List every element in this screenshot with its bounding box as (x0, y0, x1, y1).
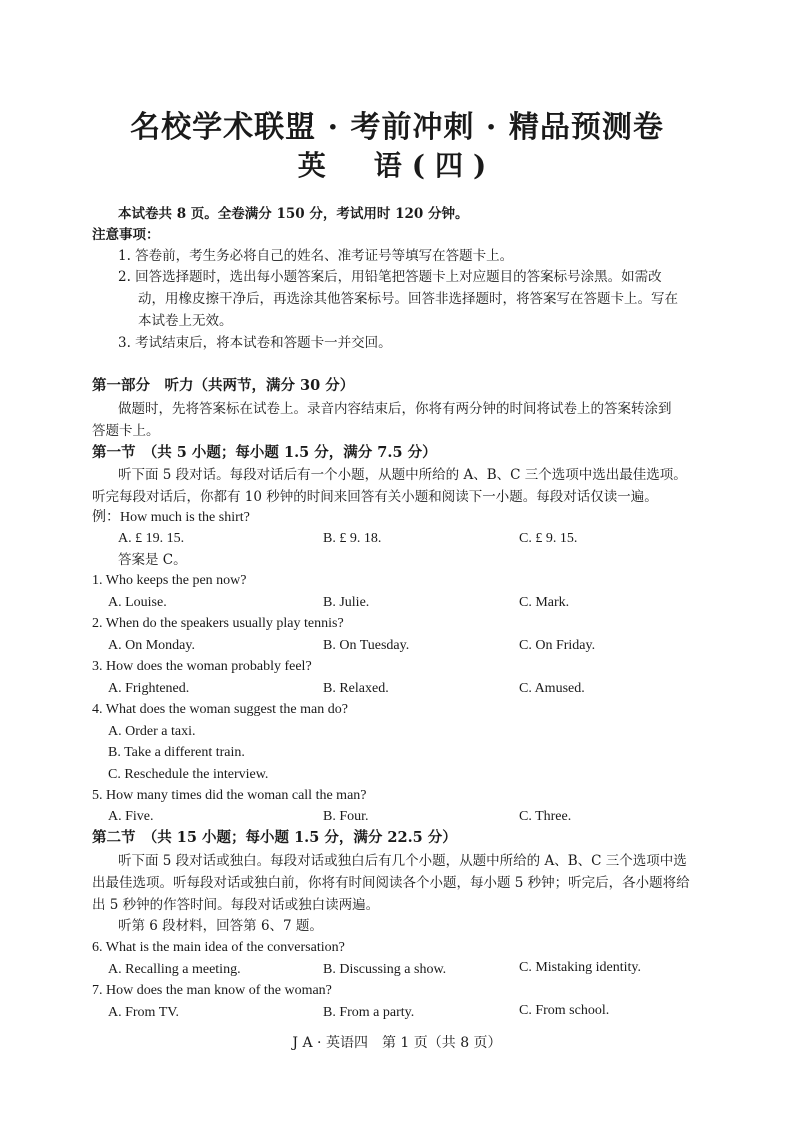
section1-heading: 第一节 （共 5 小题；每小题 1.5 分，满分 7.5 分） (92, 444, 437, 461)
example-option-a: A. £ 19. 15. (118, 531, 185, 546)
note-2-cont: 动，用橡皮擦干净后，再选涂其他答案标号。回答非选择题时，将答案写在答题卡上。写在 (138, 291, 678, 307)
material-6-note: 听第 6 段材料，回答第 6、7 题。 (118, 918, 323, 934)
intro-line: 本试卷共 8 页。全卷满分 150 分，考试用时 120 分钟。 (118, 206, 469, 222)
q3-option-a: A. Frightened. (108, 681, 190, 696)
exam-subtitle: 英 语(四) (297, 149, 497, 182)
question-1: 1. Who keeps the pen now? (92, 573, 247, 588)
q7-option-b: B. From a party. (323, 1005, 415, 1020)
q3-option-c: C. Amused. (519, 681, 585, 696)
part1-instr: 做题时，先将答案标在试卷上。录音内容结束后，你将有两分钟的时间将试卷上的答案转涂到 (118, 401, 672, 417)
section2-instr-cont2: 出 5 秒钟的作答时间。每段对话或独白读两遍。 (92, 897, 380, 913)
q5-option-c: C. Three. (519, 809, 572, 824)
page-footer: J A · 英语四 第 1 页（共 8 页） (292, 1035, 502, 1051)
note-2: 2. 回答选择题时，选出每小题答案后，用铅笔把答题卡上对应题目的答案标号涂黑。如需改 (118, 269, 662, 285)
q7-option-a: A. From TV. (108, 1005, 180, 1020)
question-6: 6. What is the main idea of the conversation? (92, 940, 345, 955)
section1-instr: 听下面 5 段对话。每段对话后有一个小题，从题中所给的 A、B、C 三个选项中选出最佳选项。 (118, 467, 687, 483)
q2-option-c: C. On Friday. (519, 638, 596, 653)
question-5: 5. How many times did the woman call the man? (92, 788, 367, 803)
q1-option-a: A. Louise. (108, 595, 167, 610)
note-1: 1. 答卷前，考生务必将自己的姓名、准考证号等填写在答题卡上。 (118, 248, 514, 264)
q4-option-b: B. Take a different train. (108, 745, 245, 760)
q2-option-b: B. On Tuesday. (323, 638, 410, 653)
q1-option-c: C. Mark. (519, 595, 570, 610)
notes-title: 注意事项： (92, 227, 160, 243)
q5-option-b: B. Four. (323, 809, 369, 824)
q1-option-b: B. Julie. (323, 595, 370, 610)
section2-heading: 第二节 （共 15 小题；每小题 1.5 分，满分 22.5 分） (92, 829, 457, 846)
question-7: 7. How does the man know of the woman? (92, 983, 332, 998)
part1-instr-cont: 答题卡上。 (92, 423, 160, 439)
example-option-b: B. £ 9. 18. (323, 531, 382, 546)
section2-instr-cont: 出最佳选项。听每段对话或独白前，你将有时间阅读各个小题，每小题 5 秒钟；听完后，各小题将给 (92, 875, 690, 891)
note-3: 3. 考试结束后，将本试卷和答题卡一并交回。 (118, 335, 392, 351)
question-2: 2. When do the speakers usually play tennis? (92, 616, 344, 631)
q4-option-a: A. Order a taxi. (108, 724, 196, 739)
q5-option-a: A. Five. (108, 809, 154, 824)
section2-instr: 听下面 5 段对话或独白。每段对话或独白后有几个小题，从题中所给的 A、B、C 三个选项中选 (118, 853, 687, 869)
q4-option-c: C. Reschedule the interview. (108, 767, 269, 782)
part1-heading: 第一部分 听力（共两节，满分 30 分） (92, 377, 355, 394)
q7-option-c: C. From school. (519, 1003, 610, 1018)
q2-option-a: A. On Monday. (108, 638, 195, 653)
example-answer: 答案是 C。 (118, 552, 187, 568)
exam-title: 名校学术联盟 · 考前冲刺 · 精品预测卷 (130, 110, 664, 145)
q6-option-c: C. Mistaking identity. (519, 960, 641, 975)
q6-option-b: B. Discussing a show. (323, 962, 447, 977)
example-question: 例：How much is the shirt? (92, 510, 250, 525)
note-2-cont2: 本试卷上无效。 (138, 313, 233, 329)
q6-option-a: A. Recalling a meeting. (108, 962, 241, 977)
q3-option-b: B. Relaxed. (323, 681, 389, 696)
question-4: 4. What does the woman suggest the man do? (92, 702, 348, 717)
section1-instr-cont: 听完每段对话后，你都有 10 秒钟的时间来回答有关小题和阅读下一小题。每段对话仅读一遍。 (92, 489, 658, 505)
example-option-c: C. £ 9. 15. (519, 531, 578, 546)
question-3: 3. How does the woman probably feel? (92, 659, 312, 674)
